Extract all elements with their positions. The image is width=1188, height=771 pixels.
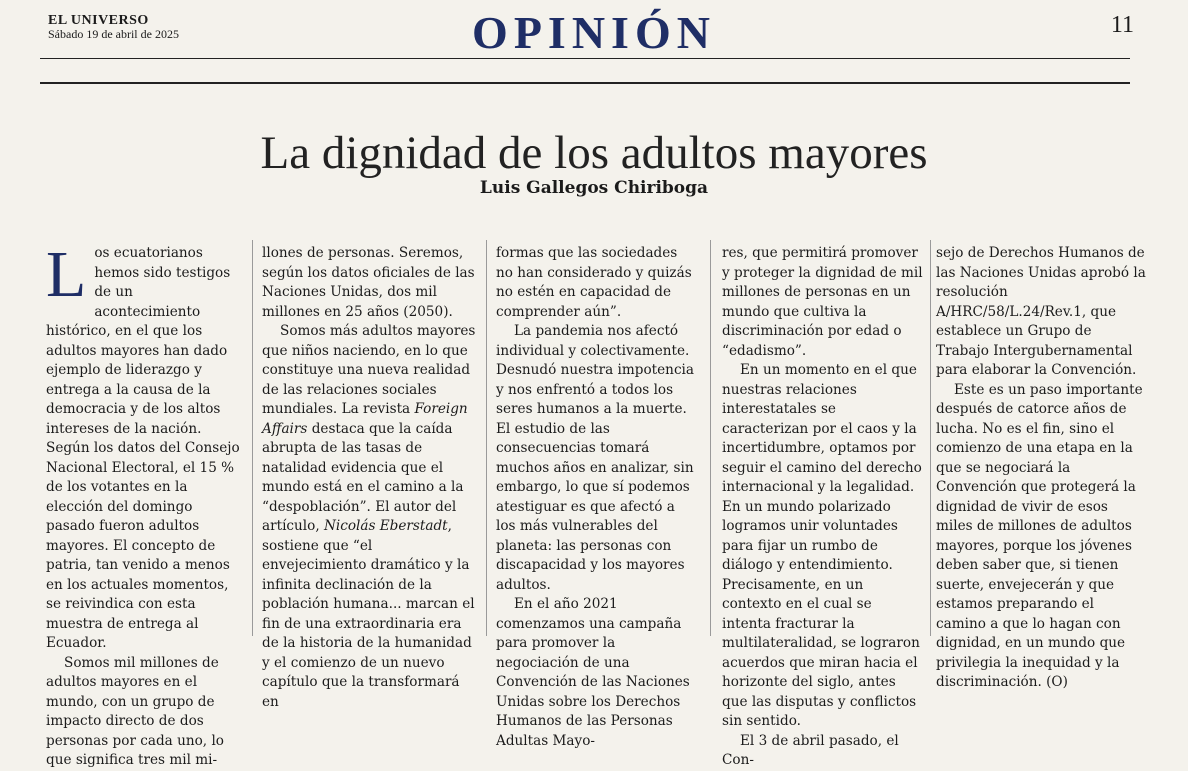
masthead-rule-top [40,58,1130,59]
section-title: OPINIÓN [472,7,716,58]
magazine-title: Foreign Affairs [262,401,468,437]
paragraph: Este es un paso importante después de catorce años de lucha. No es el fin, sino el comienzo de una etapa en la que se negociará la Convención que protegerá la dignidad de vivir de esos miles de millones de adultos mayores, porque los jóvenes deben saber que, si tienen suerte, envejecerán y que estamos preparando el camino a que lo hagan con dignidad, en un mundo que privilegia la inequidad y la discriminación. (O) [936,381,1143,690]
article-column-1 [46,238,242,768]
article-column-4 [722,244,924,768]
article-column-5 [936,244,1148,690]
author-name: Nicolás Eberstadt [323,518,448,534]
paragraph [46,238,242,654]
paragraph: Somos mil millones de adultos mayores en el mundo, con un grupo de impacto directo de dos personas por cada uno, lo que significa tres mil mi- [46,654,224,768]
column-divider [252,240,253,636]
paragraph [262,322,476,712]
masthead-rule-bottom [40,82,1130,84]
paragraph-text: destaca que la caída abrupta de las tasas de natalidad evidencia que el mundo está en el camino a la “despoblación”. El autor del artículo, [262,420,464,534]
newspaper-name: EL UNIVERSO [48,13,149,28]
column-divider [710,240,711,636]
paragraph: El 3 de abril pasado, el Con- [722,732,899,768]
article-byline: Luis Gallegos Chiriboga [479,178,709,198]
article-column-2 [262,244,476,710]
paragraph: res, que permitirá promover y proteger la dignidad de mil millones de personas en un mundo que cultiva la discriminación por edad o “edadismo”. [722,245,923,359]
article-headline: La dignidad de los adultos mayores [260,127,928,179]
issue-date: Sábado 19 de abril de 2025 [48,27,179,41]
paragraph-text: os ecuatorianos hemos sido testigos de un acontecimiento histórico, en el que los adultos mayores han dado ejemplo de liderazgo y entrega a la causa de la democracia y de los altos intereses de la nación. Según los datos del Consejo Nacional Electoral, el 15 % de los votantes en la elección del domingo pasado fueron adultos mayores. El concepto de patria, tan venido a menos en los actuales momentos, se reivindica con esta muestra de entrega al Ecuador. [46,245,240,651]
masthead [0,0,1188,84]
paragraph: En el año 2021 comenzamos una campaña para promover la negociación de una Convención de las Naciones Unidas sobre los Derechos Humanos de las Personas Adultas Mayo- [496,596,690,749]
paragraph: llones de personas. Seremos, según los datos oficiales de las Naciones Unidas, dos mil millones en 25 años (2050). [262,245,475,320]
paragraph: formas que las sociedades no han considerado y quizás no estén en capacidad de comprender aún”. [496,245,692,320]
column-divider [930,240,931,636]
drop-cap: L [46,238,87,311]
paragraph: sejo de Derechos Humanos de las Naciones Unidas aprobó la resolución A/HRC/58/L.24/Rev.1, que establece un Grupo de Trabajo Intergubernamental para elaborar la Convención. [936,245,1146,378]
page-number: 11 [1110,12,1134,38]
paragraph: La pandemia nos afectó individual y colectivamente. Desnudó nuestra impotencia y nos enfrentó a todos los seres humanos a la muerte. El estudio de las consecuencias tomará muchos años en analizar, sin embargo, lo que sí podemos atestiguar es que afectó a los más vulnerables del planeta: las personas con discapacidad y los mayores adultos. [496,323,695,593]
article-column-3 [496,244,698,749]
paragraph: En un momento en el que nuestras relaciones interestatales se caracterizan por el caos y la incertidumbre, optamos por seguir el camino del derecho internacional y la legalidad. En un mundo polarizado logramos unir voluntades para fijar un rumbo de diálogo y entendimiento. Precisamente, en un contexto en el cual se intenta fracturar la multilateralidad, se lograron acuerdos que miran hacia el horizonte del siglo, antes que las disputas y conflictos sin sentido. [722,362,922,729]
paragraph-text: , sostiene que “el envejecimiento dramático y la infinita declinación de la población humana... marcan el fin de una extraordinaria era de la historia de la humanidad y el comienzo de un nuevo capítulo que la transformará en [262,518,475,710]
paragraph-text: Somos más adultos mayores que niños naciendo, en lo que constituye una nueva realidad de las relaciones sociales mundiales. La revista [262,323,476,417]
column-divider [486,240,487,636]
